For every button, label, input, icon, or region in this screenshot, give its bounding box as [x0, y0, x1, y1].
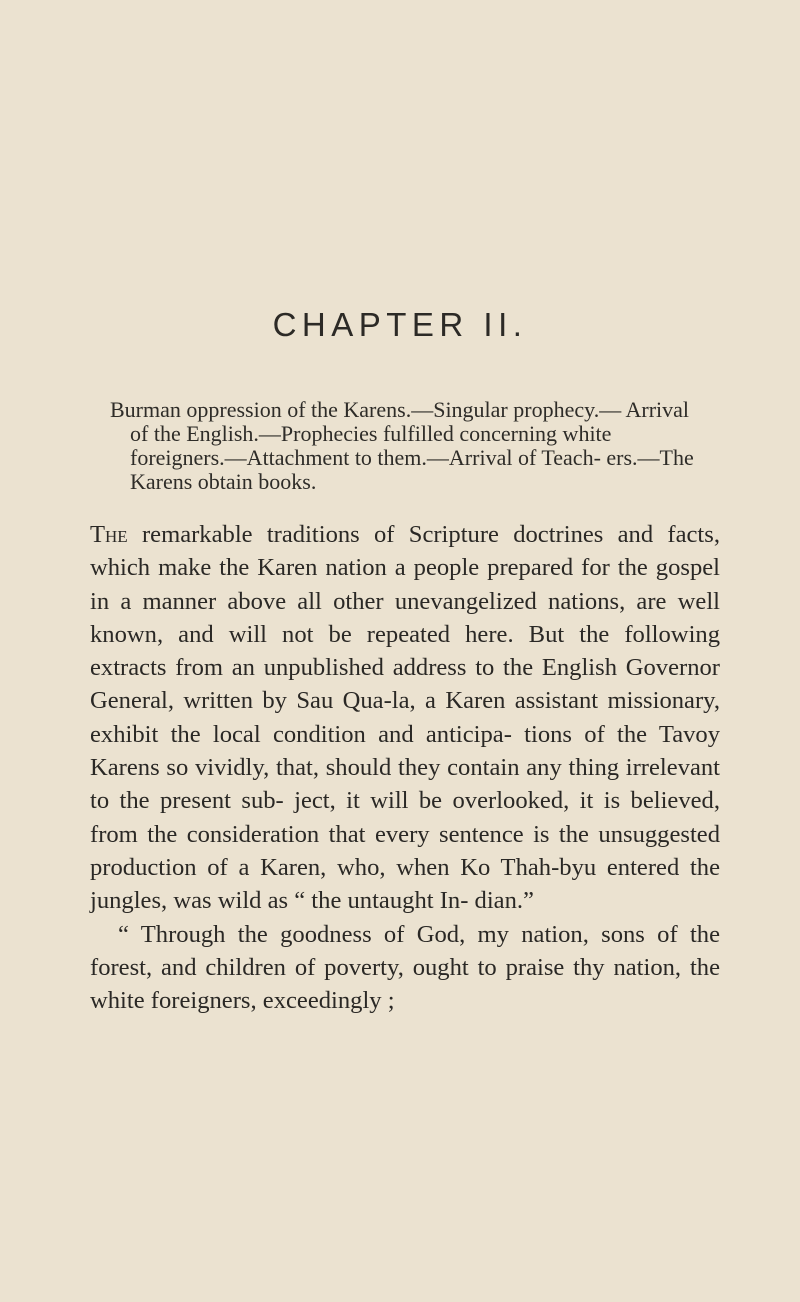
paragraph-2: “ Through the goodness of God, my nation, sons of the forest, and children of poverty, ought to praise thy nation, the white foreigners, exceedingly ;: [90, 920, 720, 1015]
paragraph-1-text: remarkable traditions of Scripture doctrines and facts, which make the Karen nation a people prepared for the gospel in a manner above all other unevangelized nations, are well known, and will not be repeated here. But the following extracts from an unpublished address to the English Governor General, written by Sau Qua-la, a Karen assistant missionary, exhibit the local condition and anticipa- tions of the Tavoy Karens so vividly, that, should they contain any thing irrelevant to the present sub- ject, it will be overlooked, it is believed, from the consideration that every sentence is the unsuggested production of a Karen, who, when Ko Thah-byu entered the jungles, was wild as “ the untaught In- dian.”: [90, 521, 720, 915]
chapter-body: [90, 518, 720, 1017]
chapter-synopsis: Burman oppression of the Karens.—Singular prophecy.— Arrival of the English.—Prophecies fulfilled concerning white foreigners.—Attachment to them.—Arrival of Teach- ers.—The Karens obtain books.: [110, 397, 694, 494]
chapter-heading: CHAPTER II.: [272, 306, 528, 343]
paragraph-1: [90, 518, 720, 918]
lead-word: The: [90, 521, 128, 548]
